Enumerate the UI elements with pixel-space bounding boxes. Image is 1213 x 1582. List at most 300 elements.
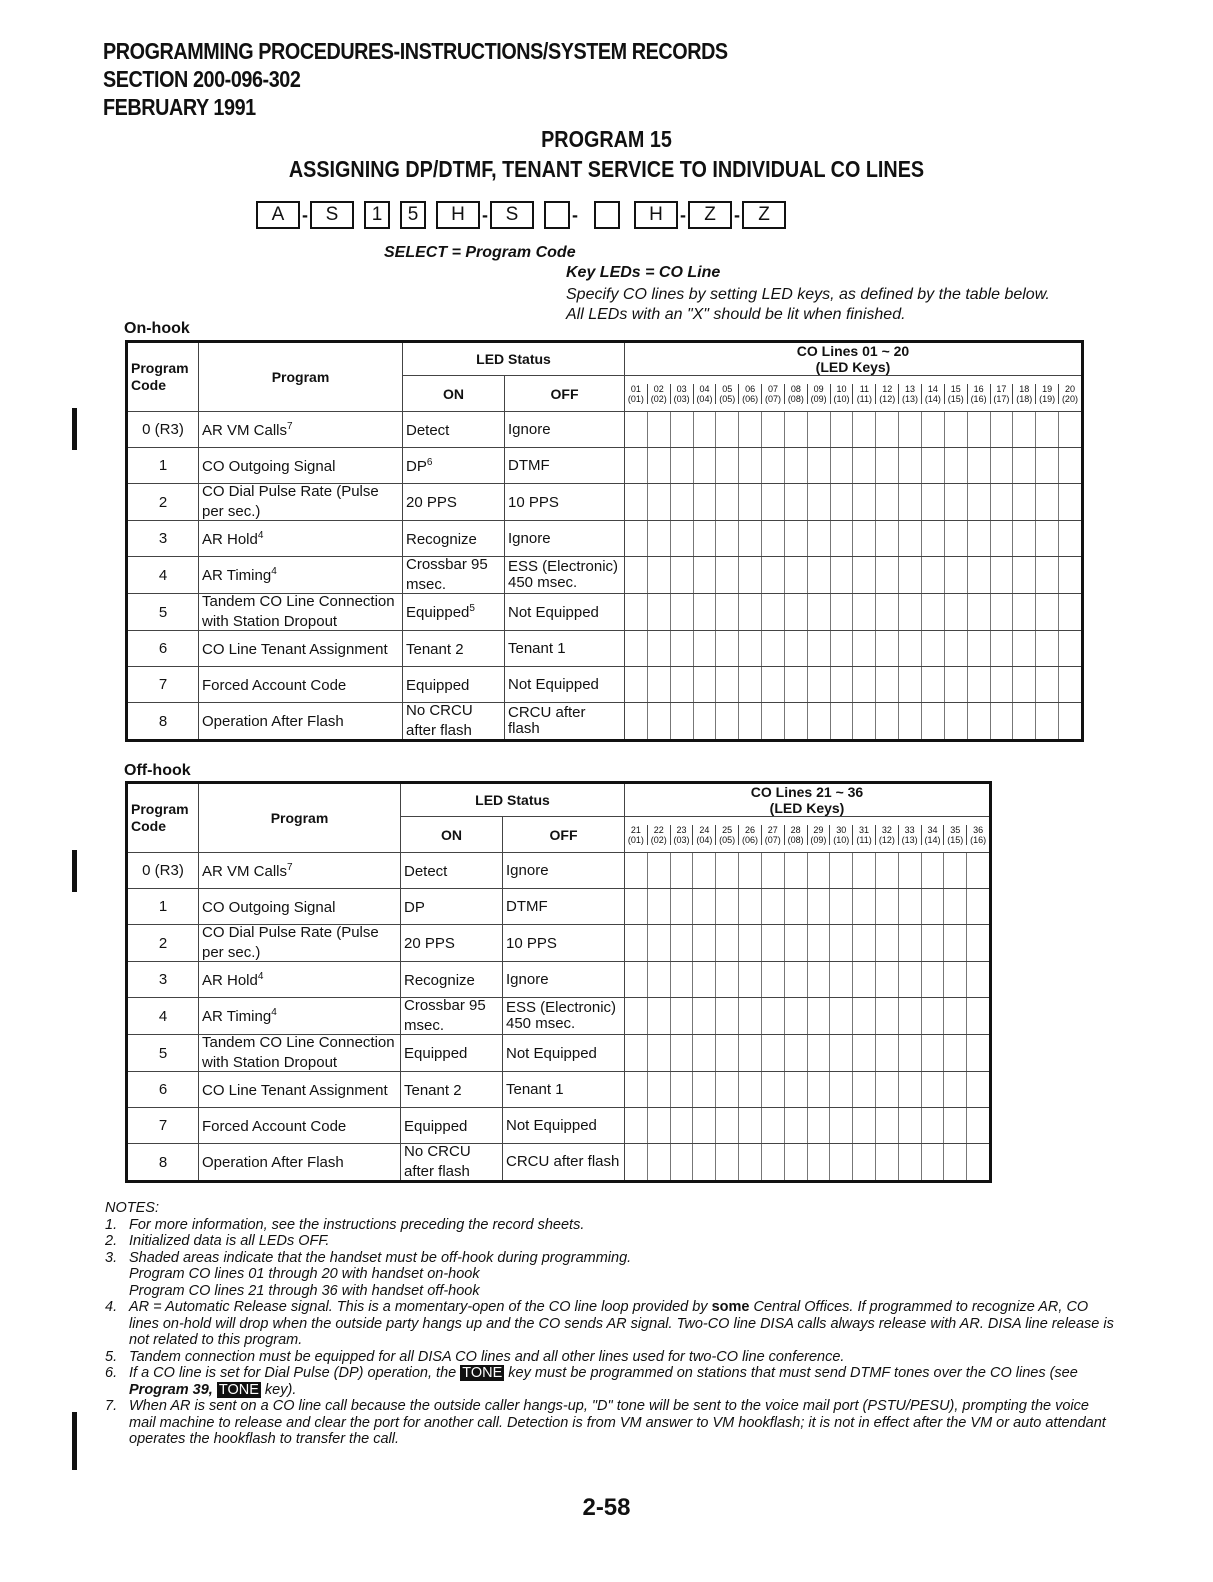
led-cell[interactable] <box>921 1144 944 1180</box>
led-cell[interactable] <box>830 521 853 556</box>
led-cell[interactable] <box>670 484 693 520</box>
led-cell[interactable] <box>807 594 830 630</box>
led-cell[interactable] <box>852 962 875 997</box>
led-cell[interactable] <box>693 412 716 447</box>
led-cell[interactable] <box>875 448 898 483</box>
led-cell[interactable] <box>944 703 967 739</box>
led-cell[interactable] <box>625 998 647 1034</box>
led-cell[interactable] <box>829 853 852 888</box>
led-cell[interactable] <box>829 1035 852 1071</box>
led-cell[interactable] <box>692 1072 715 1107</box>
led-cell[interactable] <box>647 631 670 666</box>
led-cell[interactable] <box>1012 703 1035 739</box>
led-cell[interactable] <box>761 1108 784 1143</box>
led-cell[interactable] <box>692 962 715 997</box>
led-cell[interactable] <box>670 853 693 888</box>
led-cell[interactable] <box>898 1035 921 1071</box>
led-cell[interactable] <box>1058 594 1081 630</box>
led-cell[interactable] <box>944 667 967 702</box>
led-cell[interactable] <box>852 412 875 447</box>
led-cell[interactable] <box>990 448 1013 483</box>
led-cell[interactable] <box>784 703 807 739</box>
led-cell[interactable] <box>921 998 944 1034</box>
led-cell[interactable] <box>761 667 784 702</box>
led-cell[interactable] <box>875 667 898 702</box>
led-cell[interactable] <box>693 521 716 556</box>
led-cell[interactable] <box>738 484 761 520</box>
led-cell[interactable] <box>967 594 990 630</box>
led-cell[interactable] <box>625 925 647 961</box>
led-cell[interactable] <box>1035 521 1058 556</box>
led-cell[interactable] <box>807 998 830 1034</box>
led-cell[interactable] <box>647 703 670 739</box>
led-cell[interactable] <box>829 925 852 961</box>
led-cell[interactable] <box>852 557 875 593</box>
led-cell[interactable] <box>738 412 761 447</box>
led-cell[interactable] <box>921 1072 944 1107</box>
led-cell[interactable] <box>670 631 693 666</box>
led-cell[interactable] <box>738 998 761 1034</box>
led-cell[interactable] <box>944 594 967 630</box>
led-cell[interactable] <box>967 631 990 666</box>
led-cell[interactable] <box>670 962 693 997</box>
led-cell[interactable] <box>761 557 784 593</box>
led-cell[interactable] <box>921 484 944 520</box>
led-cell[interactable] <box>898 889 921 924</box>
led-cell[interactable] <box>625 594 647 630</box>
led-cell[interactable] <box>898 667 921 702</box>
led-cell[interactable] <box>807 484 830 520</box>
led-cell[interactable] <box>990 412 1013 447</box>
led-cell[interactable] <box>647 557 670 593</box>
led-cell[interactable] <box>761 631 784 666</box>
led-cell[interactable] <box>898 484 921 520</box>
led-cell[interactable] <box>921 631 944 666</box>
led-cell[interactable] <box>625 557 647 593</box>
led-cell[interactable] <box>784 557 807 593</box>
led-cell[interactable] <box>967 448 990 483</box>
led-cell[interactable] <box>738 594 761 630</box>
led-cell[interactable] <box>943 925 966 961</box>
led-cell[interactable] <box>921 594 944 630</box>
led-cell[interactable] <box>647 412 670 447</box>
led-cell[interactable] <box>1012 594 1035 630</box>
led-cell[interactable] <box>921 962 944 997</box>
led-cell[interactable] <box>875 631 898 666</box>
led-cell[interactable] <box>1012 412 1035 447</box>
led-cell[interactable] <box>1012 631 1035 666</box>
led-cell[interactable] <box>784 962 807 997</box>
led-cell[interactable] <box>852 1144 875 1180</box>
led-cell[interactable] <box>1035 667 1058 702</box>
led-cell[interactable] <box>966 962 989 997</box>
led-cell[interactable] <box>670 448 693 483</box>
led-cell[interactable] <box>784 448 807 483</box>
led-cell[interactable] <box>898 412 921 447</box>
led-cell[interactable] <box>784 631 807 666</box>
led-cell[interactable] <box>784 594 807 630</box>
led-cell[interactable] <box>761 412 784 447</box>
led-cell[interactable] <box>943 1035 966 1071</box>
led-cell[interactable] <box>738 1072 761 1107</box>
led-cell[interactable] <box>670 1035 693 1071</box>
led-cell[interactable] <box>990 667 1013 702</box>
led-cell[interactable] <box>670 925 693 961</box>
led-cell[interactable] <box>921 925 944 961</box>
led-cell[interactable] <box>1058 412 1081 447</box>
led-cell[interactable] <box>715 521 738 556</box>
led-cell[interactable] <box>784 1144 807 1180</box>
led-cell[interactable] <box>1058 667 1081 702</box>
led-cell[interactable] <box>944 448 967 483</box>
led-cell[interactable] <box>898 925 921 961</box>
led-cell[interactable] <box>990 703 1013 739</box>
led-cell[interactable] <box>784 1108 807 1143</box>
led-cell[interactable] <box>715 557 738 593</box>
led-cell[interactable] <box>1012 521 1035 556</box>
led-cell[interactable] <box>875 998 898 1034</box>
led-cell[interactable] <box>647 594 670 630</box>
led-cell[interactable] <box>921 521 944 556</box>
led-cell[interactable] <box>852 889 875 924</box>
led-cell[interactable] <box>715 962 738 997</box>
led-cell[interactable] <box>875 925 898 961</box>
led-cell[interactable] <box>670 1144 693 1180</box>
led-cell[interactable] <box>715 1035 738 1071</box>
led-cell[interactable] <box>1035 557 1058 593</box>
led-cell[interactable] <box>807 1035 830 1071</box>
led-cell[interactable] <box>1035 631 1058 666</box>
led-cell[interactable] <box>1035 594 1058 630</box>
led-cell[interactable] <box>715 667 738 702</box>
led-cell[interactable] <box>693 557 716 593</box>
led-cell[interactable] <box>1035 412 1058 447</box>
led-cell[interactable] <box>967 557 990 593</box>
led-cell[interactable] <box>875 889 898 924</box>
led-cell[interactable] <box>807 521 830 556</box>
led-cell[interactable] <box>852 1035 875 1071</box>
led-cell[interactable] <box>875 594 898 630</box>
led-cell[interactable] <box>967 412 990 447</box>
led-cell[interactable] <box>625 412 647 447</box>
led-cell[interactable] <box>715 594 738 630</box>
led-cell[interactable] <box>647 448 670 483</box>
led-cell[interactable] <box>875 557 898 593</box>
led-cell[interactable] <box>966 1144 989 1180</box>
led-cell[interactable] <box>625 853 647 888</box>
led-cell[interactable] <box>693 484 716 520</box>
led-cell[interactable] <box>738 962 761 997</box>
led-cell[interactable] <box>761 1072 784 1107</box>
led-cell[interactable] <box>692 925 715 961</box>
led-cell[interactable] <box>1012 557 1035 593</box>
led-cell[interactable] <box>625 448 647 483</box>
led-cell[interactable] <box>625 667 647 702</box>
led-cell[interactable] <box>738 853 761 888</box>
led-cell[interactable] <box>761 889 784 924</box>
led-cell[interactable] <box>738 448 761 483</box>
led-cell[interactable] <box>670 667 693 702</box>
led-cell[interactable] <box>761 925 784 961</box>
led-cell[interactable] <box>898 853 921 888</box>
led-cell[interactable] <box>647 998 670 1034</box>
led-cell[interactable] <box>1058 521 1081 556</box>
led-cell[interactable] <box>647 1072 670 1107</box>
led-cell[interactable] <box>715 1108 738 1143</box>
led-cell[interactable] <box>1035 448 1058 483</box>
led-cell[interactable] <box>990 594 1013 630</box>
led-cell[interactable] <box>784 484 807 520</box>
led-cell[interactable] <box>625 521 647 556</box>
led-cell[interactable] <box>921 667 944 702</box>
led-cell[interactable] <box>693 631 716 666</box>
led-cell[interactable] <box>875 412 898 447</box>
led-cell[interactable] <box>898 594 921 630</box>
led-cell[interactable] <box>967 484 990 520</box>
led-cell[interactable] <box>670 1072 693 1107</box>
led-cell[interactable] <box>807 631 830 666</box>
led-cell[interactable] <box>738 889 761 924</box>
led-cell[interactable] <box>693 594 716 630</box>
led-cell[interactable] <box>943 1144 966 1180</box>
led-cell[interactable] <box>852 853 875 888</box>
led-cell[interactable] <box>670 557 693 593</box>
led-cell[interactable] <box>738 925 761 961</box>
led-cell[interactable] <box>647 889 670 924</box>
led-cell[interactable] <box>852 484 875 520</box>
led-cell[interactable] <box>990 521 1013 556</box>
led-cell[interactable] <box>625 889 647 924</box>
led-cell[interactable] <box>670 1108 693 1143</box>
led-cell[interactable] <box>692 1144 715 1180</box>
led-cell[interactable] <box>898 631 921 666</box>
led-cell[interactable] <box>715 889 738 924</box>
led-cell[interactable] <box>784 853 807 888</box>
led-cell[interactable] <box>807 703 830 739</box>
led-cell[interactable] <box>852 521 875 556</box>
led-cell[interactable] <box>807 448 830 483</box>
led-cell[interactable] <box>966 998 989 1034</box>
led-cell[interactable] <box>1058 631 1081 666</box>
led-cell[interactable] <box>693 703 716 739</box>
led-cell[interactable] <box>966 925 989 961</box>
led-cell[interactable] <box>944 484 967 520</box>
led-cell[interactable] <box>625 631 647 666</box>
led-cell[interactable] <box>944 631 967 666</box>
led-cell[interactable] <box>647 1035 670 1071</box>
led-cell[interactable] <box>738 667 761 702</box>
led-cell[interactable] <box>647 1108 670 1143</box>
led-cell[interactable] <box>921 1108 944 1143</box>
led-cell[interactable] <box>852 631 875 666</box>
led-cell[interactable] <box>1012 667 1035 702</box>
led-cell[interactable] <box>966 1035 989 1071</box>
led-cell[interactable] <box>715 412 738 447</box>
led-cell[interactable] <box>898 998 921 1034</box>
led-cell[interactable] <box>830 448 853 483</box>
led-cell[interactable] <box>898 703 921 739</box>
led-cell[interactable] <box>921 703 944 739</box>
led-cell[interactable] <box>807 853 830 888</box>
led-cell[interactable] <box>944 521 967 556</box>
led-cell[interactable] <box>670 594 693 630</box>
led-cell[interactable] <box>647 1144 670 1180</box>
led-cell[interactable] <box>921 889 944 924</box>
led-cell[interactable] <box>784 1072 807 1107</box>
led-cell[interactable] <box>692 853 715 888</box>
led-cell[interactable] <box>761 1144 784 1180</box>
led-cell[interactable] <box>692 1035 715 1071</box>
led-cell[interactable] <box>898 1144 921 1180</box>
led-cell[interactable] <box>1035 484 1058 520</box>
led-cell[interactable] <box>875 484 898 520</box>
led-cell[interactable] <box>830 631 853 666</box>
led-cell[interactable] <box>967 521 990 556</box>
led-cell[interactable] <box>784 521 807 556</box>
led-cell[interactable] <box>784 412 807 447</box>
led-cell[interactable] <box>966 1108 989 1143</box>
led-cell[interactable] <box>807 1108 830 1143</box>
led-cell[interactable] <box>830 557 853 593</box>
led-cell[interactable] <box>830 484 853 520</box>
led-cell[interactable] <box>738 521 761 556</box>
led-cell[interactable] <box>738 1108 761 1143</box>
led-cell[interactable] <box>693 667 716 702</box>
led-cell[interactable] <box>1058 448 1081 483</box>
led-cell[interactable] <box>898 1108 921 1143</box>
led-cell[interactable] <box>807 412 830 447</box>
led-cell[interactable] <box>852 998 875 1034</box>
led-cell[interactable] <box>647 962 670 997</box>
led-cell[interactable] <box>875 853 898 888</box>
led-cell[interactable] <box>715 1072 738 1107</box>
led-cell[interactable] <box>761 962 784 997</box>
led-cell[interactable] <box>875 521 898 556</box>
led-cell[interactable] <box>670 998 693 1034</box>
led-cell[interactable] <box>875 1035 898 1071</box>
led-cell[interactable] <box>761 998 784 1034</box>
led-cell[interactable] <box>647 521 670 556</box>
led-cell[interactable] <box>921 1035 944 1071</box>
led-cell[interactable] <box>738 703 761 739</box>
led-cell[interactable] <box>670 889 693 924</box>
led-cell[interactable] <box>784 1035 807 1071</box>
led-cell[interactable] <box>807 962 830 997</box>
led-cell[interactable] <box>761 484 784 520</box>
led-cell[interactable] <box>852 1072 875 1107</box>
led-cell[interactable] <box>625 1072 647 1107</box>
led-cell[interactable] <box>944 412 967 447</box>
led-cell[interactable] <box>967 667 990 702</box>
led-cell[interactable] <box>943 1108 966 1143</box>
led-cell[interactable] <box>829 889 852 924</box>
led-cell[interactable] <box>715 448 738 483</box>
led-cell[interactable] <box>875 962 898 997</box>
led-cell[interactable] <box>647 925 670 961</box>
led-cell[interactable] <box>738 557 761 593</box>
led-cell[interactable] <box>1035 703 1058 739</box>
led-cell[interactable] <box>692 998 715 1034</box>
led-cell[interactable] <box>944 557 967 593</box>
led-cell[interactable] <box>670 521 693 556</box>
led-cell[interactable] <box>830 594 853 630</box>
led-cell[interactable] <box>784 667 807 702</box>
led-cell[interactable] <box>693 448 716 483</box>
led-cell[interactable] <box>761 1035 784 1071</box>
led-cell[interactable] <box>943 853 966 888</box>
led-cell[interactable] <box>807 889 830 924</box>
led-cell[interactable] <box>1012 484 1035 520</box>
led-cell[interactable] <box>647 484 670 520</box>
led-cell[interactable] <box>990 557 1013 593</box>
led-cell[interactable] <box>898 448 921 483</box>
led-cell[interactable] <box>829 998 852 1034</box>
led-cell[interactable] <box>990 484 1013 520</box>
led-cell[interactable] <box>625 1144 647 1180</box>
led-cell[interactable] <box>761 703 784 739</box>
led-cell[interactable] <box>921 853 944 888</box>
led-cell[interactable] <box>943 1072 966 1107</box>
led-cell[interactable] <box>625 703 647 739</box>
led-cell[interactable] <box>852 1108 875 1143</box>
led-cell[interactable] <box>830 703 853 739</box>
led-cell[interactable] <box>943 998 966 1034</box>
led-cell[interactable] <box>943 962 966 997</box>
led-cell[interactable] <box>898 521 921 556</box>
led-cell[interactable] <box>921 412 944 447</box>
led-cell[interactable] <box>829 1072 852 1107</box>
led-cell[interactable] <box>738 1144 761 1180</box>
led-cell[interactable] <box>1058 557 1081 593</box>
led-cell[interactable] <box>670 703 693 739</box>
led-cell[interactable] <box>830 412 853 447</box>
led-cell[interactable] <box>807 1072 830 1107</box>
led-cell[interactable] <box>1012 448 1035 483</box>
led-cell[interactable] <box>647 667 670 702</box>
led-cell[interactable] <box>715 853 738 888</box>
led-cell[interactable] <box>875 1144 898 1180</box>
led-cell[interactable] <box>943 889 966 924</box>
led-cell[interactable] <box>647 853 670 888</box>
led-cell[interactable] <box>898 557 921 593</box>
led-cell[interactable] <box>715 925 738 961</box>
led-cell[interactable] <box>990 631 1013 666</box>
led-cell[interactable] <box>875 703 898 739</box>
led-cell[interactable] <box>807 1144 830 1180</box>
led-cell[interactable] <box>829 962 852 997</box>
led-cell[interactable] <box>715 1144 738 1180</box>
led-cell[interactable] <box>715 484 738 520</box>
led-cell[interactable] <box>875 1072 898 1107</box>
led-cell[interactable] <box>807 557 830 593</box>
led-cell[interactable] <box>715 631 738 666</box>
led-cell[interactable] <box>784 925 807 961</box>
led-cell[interactable] <box>829 1108 852 1143</box>
led-cell[interactable] <box>761 594 784 630</box>
led-cell[interactable] <box>738 1035 761 1071</box>
led-cell[interactable] <box>625 1035 647 1071</box>
led-cell[interactable] <box>852 667 875 702</box>
led-cell[interactable] <box>829 1144 852 1180</box>
led-cell[interactable] <box>966 889 989 924</box>
led-cell[interactable] <box>898 962 921 997</box>
led-cell[interactable] <box>830 667 853 702</box>
led-cell[interactable] <box>1058 703 1081 739</box>
led-cell[interactable] <box>692 1108 715 1143</box>
led-cell[interactable] <box>1058 484 1081 520</box>
led-cell[interactable] <box>967 703 990 739</box>
led-cell[interactable] <box>761 853 784 888</box>
